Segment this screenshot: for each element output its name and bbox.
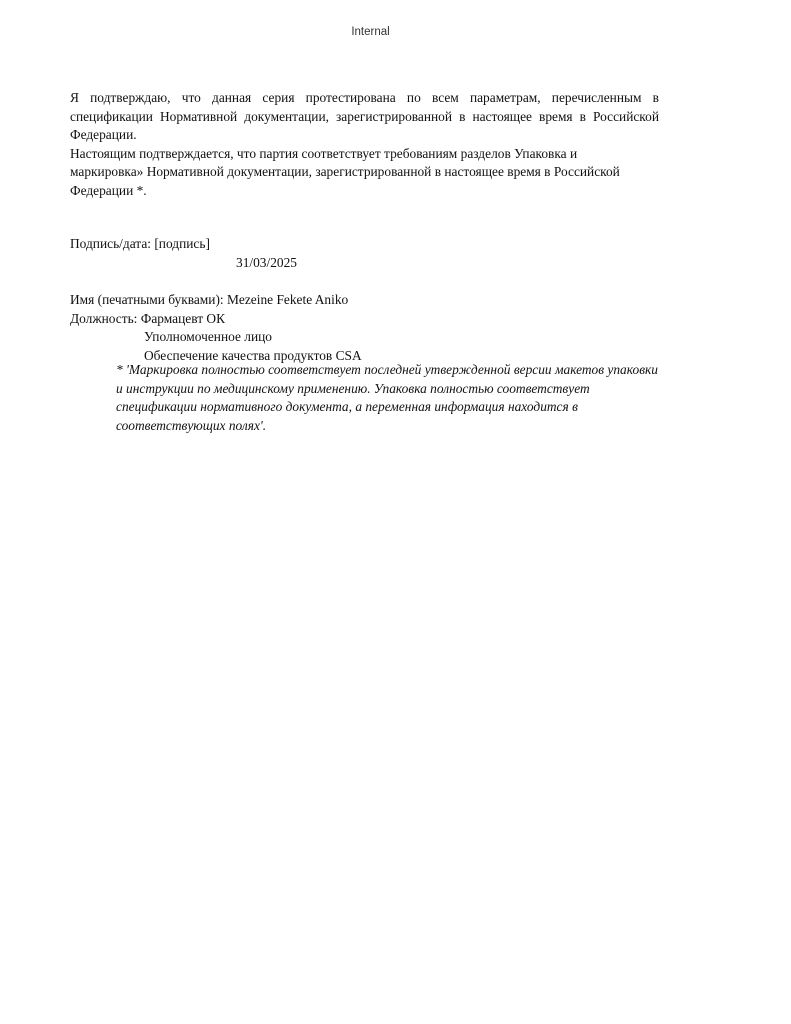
signature-line bbox=[70, 235, 659, 254]
signature-label: Подпись/дата: bbox=[70, 236, 151, 251]
position-label: Должность: bbox=[70, 310, 138, 326]
document-classification-label: Internal bbox=[351, 26, 390, 38]
position-role: Уполномоченное лицо bbox=[144, 329, 272, 344]
position-department: Обеспечение качества продуктов CSA bbox=[144, 347, 362, 363]
signatory-name: Mezeine Fekete Aniko bbox=[227, 292, 349, 307]
signature-block bbox=[70, 235, 659, 272]
confirmation-paragraph: Я подтверждаю, что данная серия протестирована по всем параметрам, перечисленным в спецификации Нормативной документации, зарегистрированной в настоящее время в Российской Федерации. bbox=[70, 90, 659, 142]
signatory-block bbox=[70, 291, 659, 365]
name-label: Имя (печатными буквами): bbox=[70, 292, 224, 307]
document-body bbox=[70, 89, 659, 365]
position-line bbox=[70, 310, 659, 329]
packaging-line-2: маркировка» Нормативной документации, зарегистрированной в настоящее время в Российской bbox=[70, 164, 620, 179]
name-line bbox=[70, 291, 659, 310]
footnote: * 'Маркировка полностью соответствует последней утвержденной версии макетов упаковки и инструкции по медицинскому применению. Упаковка полностью соответствует спецификации нормативного документа, а переменная информация находится в соответствующих полях'. bbox=[116, 362, 658, 433]
signature-placeholder: [подпись] bbox=[154, 236, 210, 251]
packaging-line-1: Настоящим подтверждается, что партия соответствует требованиям разделов Упаковка и bbox=[70, 145, 578, 161]
packaging-line-3: Федерации *. bbox=[70, 182, 147, 198]
signature-date: 31/03/2025 bbox=[236, 254, 298, 270]
position-title: Фармацевт ОК bbox=[140, 310, 226, 326]
